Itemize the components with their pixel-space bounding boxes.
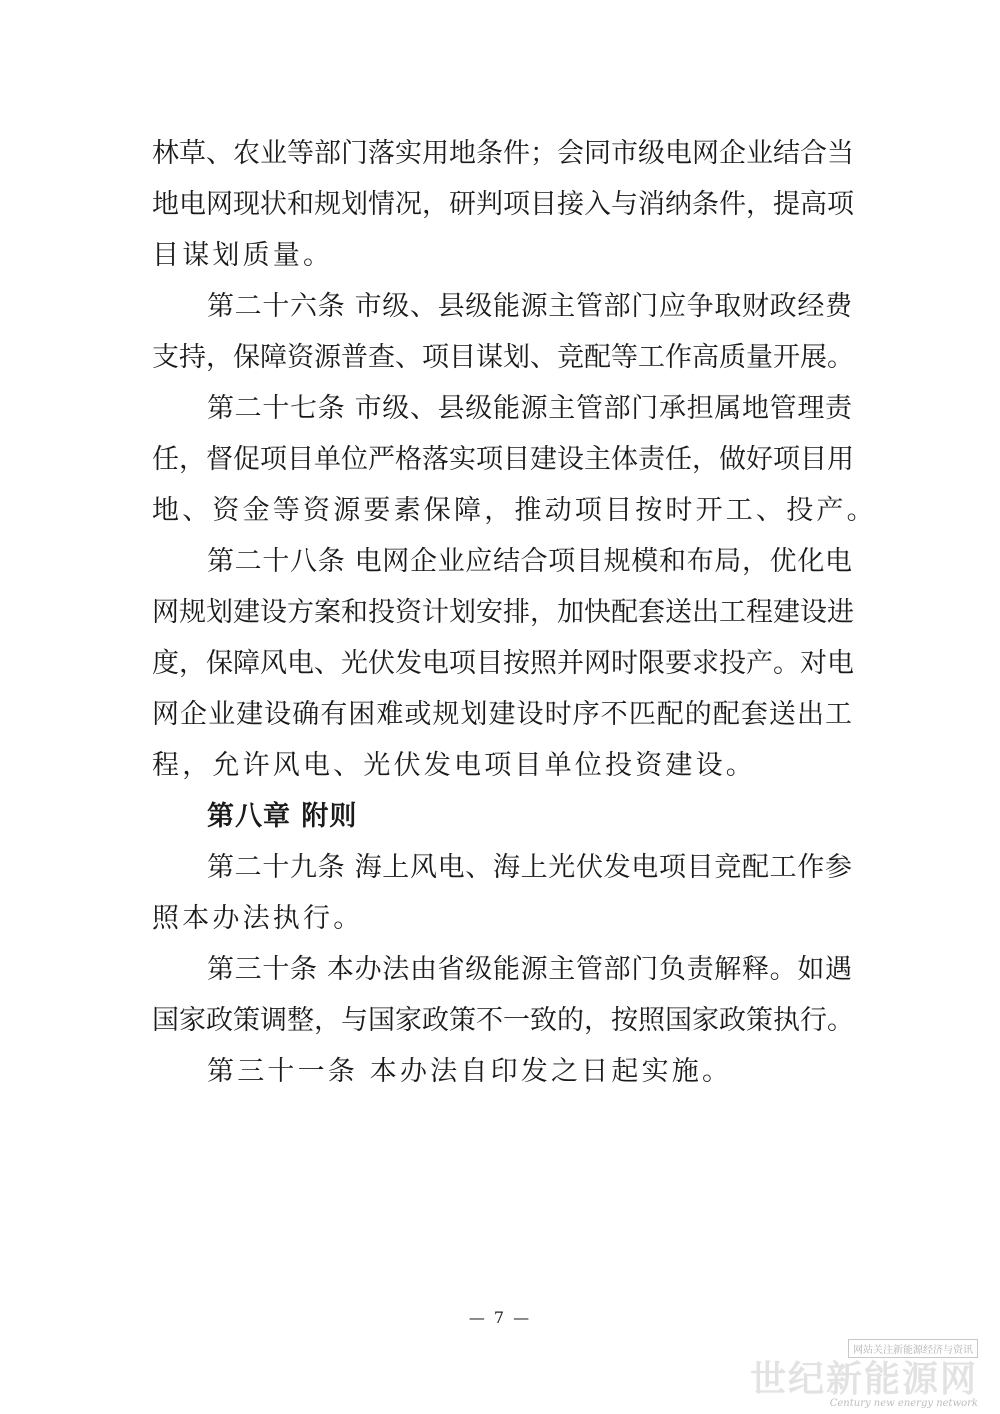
watermark-logo: 世纪新能源网 [749, 1359, 978, 1400]
text-line: 国家政策调整，与国家政策不一致的，按照国家政策执行。 [152, 1005, 854, 1036]
site-watermark [738, 1338, 978, 1409]
watermark-tagline: 网站关注新能源经济与资讯 [848, 1339, 978, 1358]
text-line: 网规划建设方案和投资计划安排，加快配套送出工程建设进 [152, 597, 854, 628]
text-line: 林草、农业等部门落实用地条件；会同市级电网企业结合当 [152, 138, 854, 169]
article-26-line: 第二十六条 市级、县级能源主管部门应争取财政经费 [207, 291, 852, 322]
text-line: 度，保障风电、光伏发电项目按照并网时限要求投产。对电 [152, 648, 854, 679]
article-31-line: 第三十一条 本办法自印发之日起实施。 [207, 1056, 733, 1087]
text-line: 照本办法执行。 [152, 903, 364, 934]
article-27-line: 第二十七条 市级、县级能源主管部门承担属地管理责 [207, 393, 852, 424]
text-line: 地电网现状和规划情况，研判项目接入与消纳条件，提高项 [152, 189, 854, 220]
text-line: 网企业建设确有困难或规划建设时序不匹配的配套送出工 [152, 699, 852, 730]
watermark-english: Century new energy network [829, 1398, 978, 1409]
text-line: 支持，保障资源普查、项目谋划、竞配等工作高质量开展。 [152, 342, 854, 373]
document-body [152, 128, 877, 1097]
article-30-line: 第三十条 本办法由省级能源主管部门负责解释。如遇 [207, 954, 852, 985]
text-line: 任，督促项目单位严格落实项目建设主体责任，做好项目用 [152, 444, 854, 475]
text-line: 地、资金等资源要素保障，推动项目按时开工、投产。 [152, 495, 877, 526]
article-28-line: 第二十八条 电网企业应结合项目规模和布局，优化电 [207, 546, 852, 577]
chapter-heading: 第八章 附则 [207, 801, 358, 832]
text-line: 目谋划质量。 [152, 240, 334, 271]
text-line: 程，允许风电、光伏发电项目单位投资建设。 [152, 750, 756, 781]
page-number: — 7 — [468, 1308, 532, 1327]
article-29-line: 第二十九条 海上风电、海上光伏发电项目竞配工作参 [207, 852, 852, 883]
